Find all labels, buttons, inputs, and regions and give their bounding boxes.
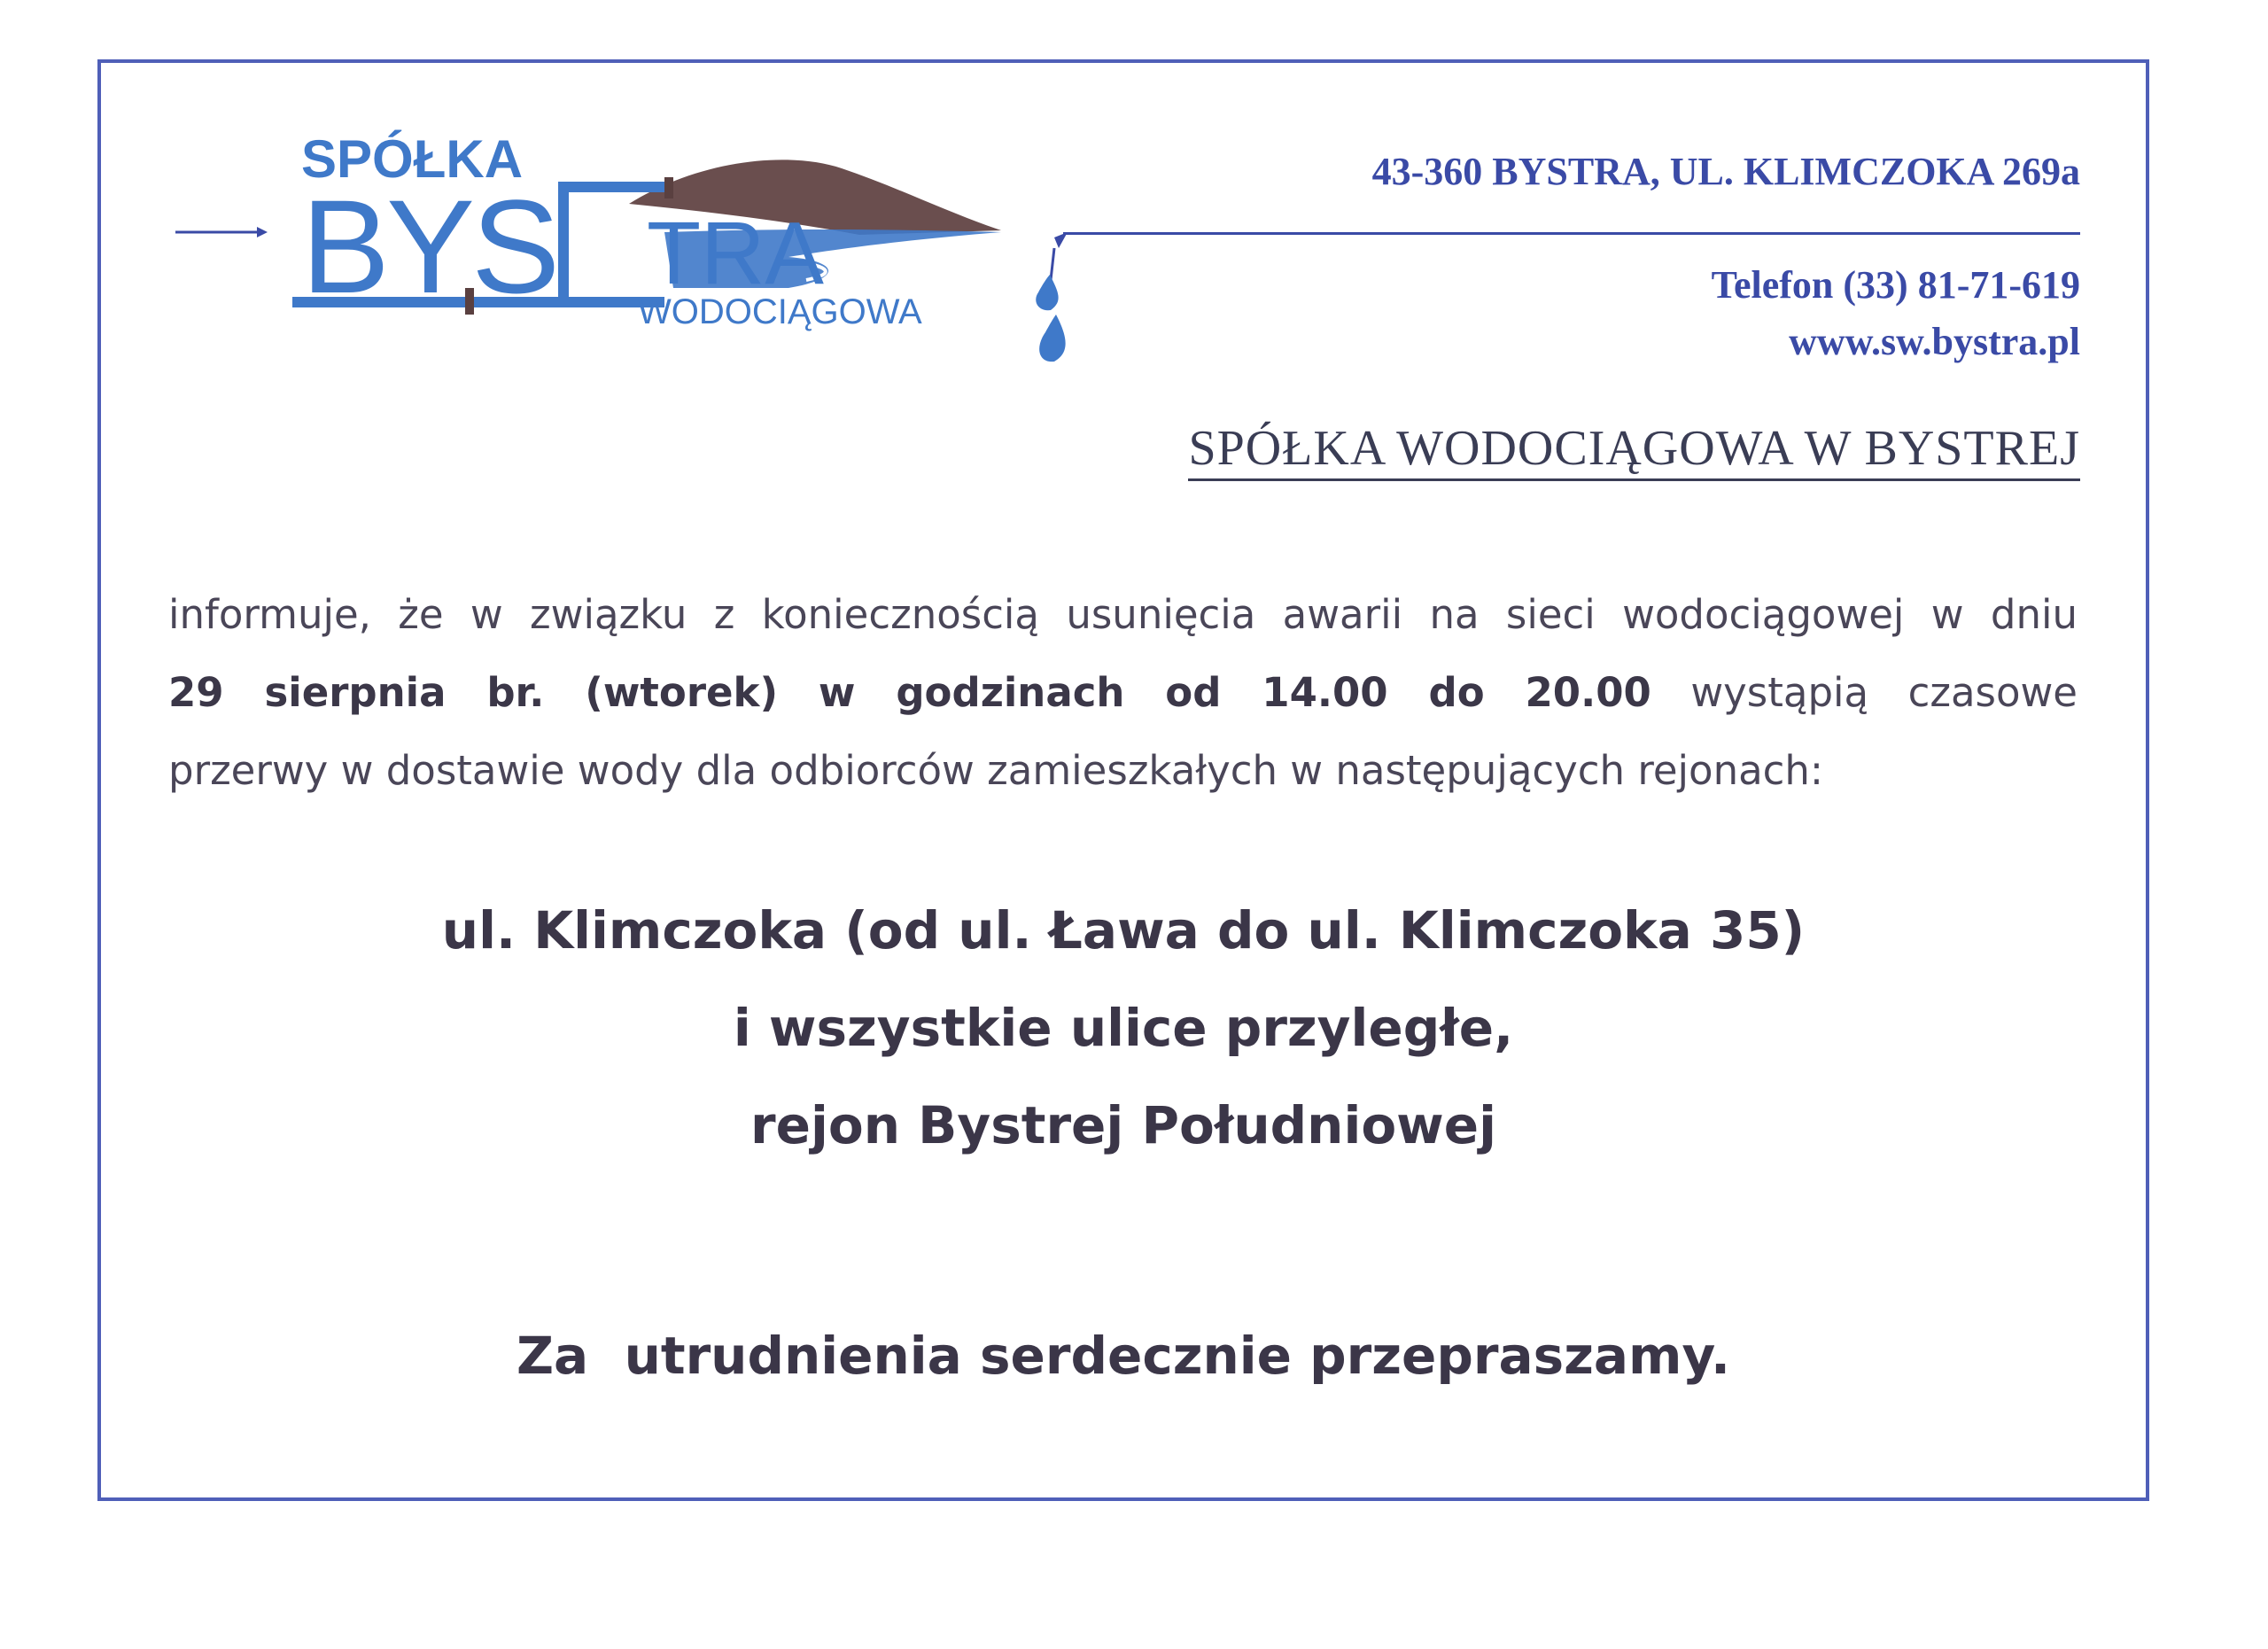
closing-apology: Za utrudnienia serdecznie przepraszamy. [516,1326,1731,1386]
notice-line-1: informuje, że w związku z koniecznością usunięcia awarii na sieci wodociągowej w dniu [168,591,2078,638]
notice-line-2-rest: wystąpią czasowe [1690,669,2078,716]
area-1: ul. Klimczoka (od ul. Ława do ul. Klimczoka 35) [441,900,1806,961]
area-3: rejon Bystrej Południowej [750,1095,1496,1155]
header-divider [1063,232,2080,235]
notice-line-2 [168,654,2078,732]
company-website: www.sw.bystra.pl [1789,320,2080,363]
logo-text-tra: TRA [647,204,824,303]
company-logo [168,115,1107,408]
company-address: 43-360 BYSTRA, UL. KLIMCZOKA 269a [1371,150,2080,193]
logo-text-wodociagowa: WODOCIĄGOWA [638,292,922,331]
logo-text-bys: BYS [301,172,557,321]
logo-text-spolka: SPÓŁKA [301,129,524,189]
company-title: SPÓŁKA WODOCIĄGOWA W BYSTREJ [1188,420,2080,481]
company-phone: Telefon (33) 81-71-619 [1711,263,2080,307]
notice-paragraph [168,576,2078,810]
area-2: i wszystkie ulice przyległe, [733,998,1514,1058]
notice-line-3: przerwy w dostawie wody dla odbiorców zamieszkałych w następujących rejonach: [168,747,1824,794]
notice-date-time: 29 sierpnia br. (wtorek) w godzinach od 14.00 do 20.00 [168,669,1651,716]
